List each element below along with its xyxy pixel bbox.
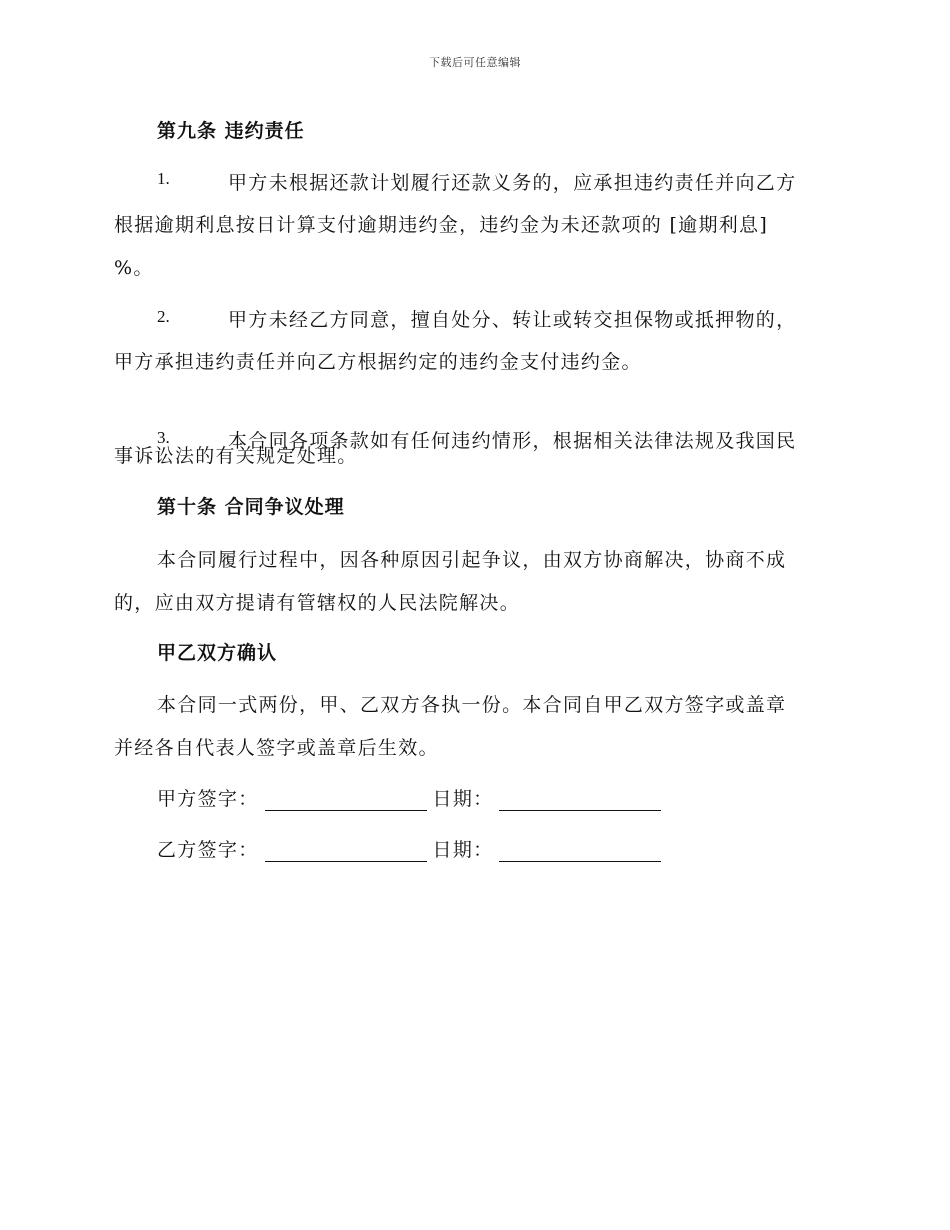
section9-item1-line1: 甲方未根据还款计划履行还款义务的，应承担违约责任并向乙方 [228,172,797,194]
section10-title: 第十条 合同争议处理 [157,496,345,518]
party-b-date-field[interactable] [499,843,661,862]
section9-item1-number: 1. [157,169,170,188]
section9-item2-line1: 甲方未经乙方同意，擅自处分、转让或转交担保物或抵押物的， [228,309,797,331]
party-b-signature-label: 乙方签字： [157,839,259,861]
party-a-date-label: 日期： [432,788,494,810]
confirm-line2: 并经各自代表人签字或盖章后生效。 [114,737,439,759]
section9-item2-number: 2. [157,307,170,326]
section9-item2-line2: 甲方承担违约责任并向乙方根据约定的违约金支付违约金。 [114,351,642,373]
section9-item3-line1: 本合同各项条款如有任何违约情形，根据相关法律法规及我国民 [228,430,797,452]
section9-item1-line3: %。 [114,257,154,279]
party-a-signature-field[interactable] [265,792,427,811]
section9-title: 第九条 违约责任 [157,120,305,142]
section10-line2: 的，应由双方提请有管辖权的人民法院解决。 [114,592,521,614]
confirm-line1: 本合同一式两份，甲、乙双方各执一份。本合同自甲乙双方签字或盖章 [157,694,787,716]
party-b-signature-row [157,835,667,862]
section9-item3-line2: 事诉讼法的有关规定处理。 [114,445,358,467]
party-b-date-label: 日期： [432,839,494,861]
party-a-date-field[interactable] [499,792,661,811]
confirm-title: 甲乙双方确认 [157,642,278,664]
section9-item1-line2: 根据逾期利息按日计算支付逾期违约金，违约金为未还款项的 [逾期利息] [114,214,769,236]
header-note: 下载后可任意编辑 [429,56,521,69]
party-a-signature-label: 甲方签字： [157,788,259,810]
section9-item3-number: 3. [157,428,170,447]
party-b-signature-field[interactable] [265,843,427,862]
party-a-signature-row [157,784,667,811]
section10-line1: 本合同履行过程中，因各种原因引起争议，由双方协商解决，协商不成 [157,549,787,571]
